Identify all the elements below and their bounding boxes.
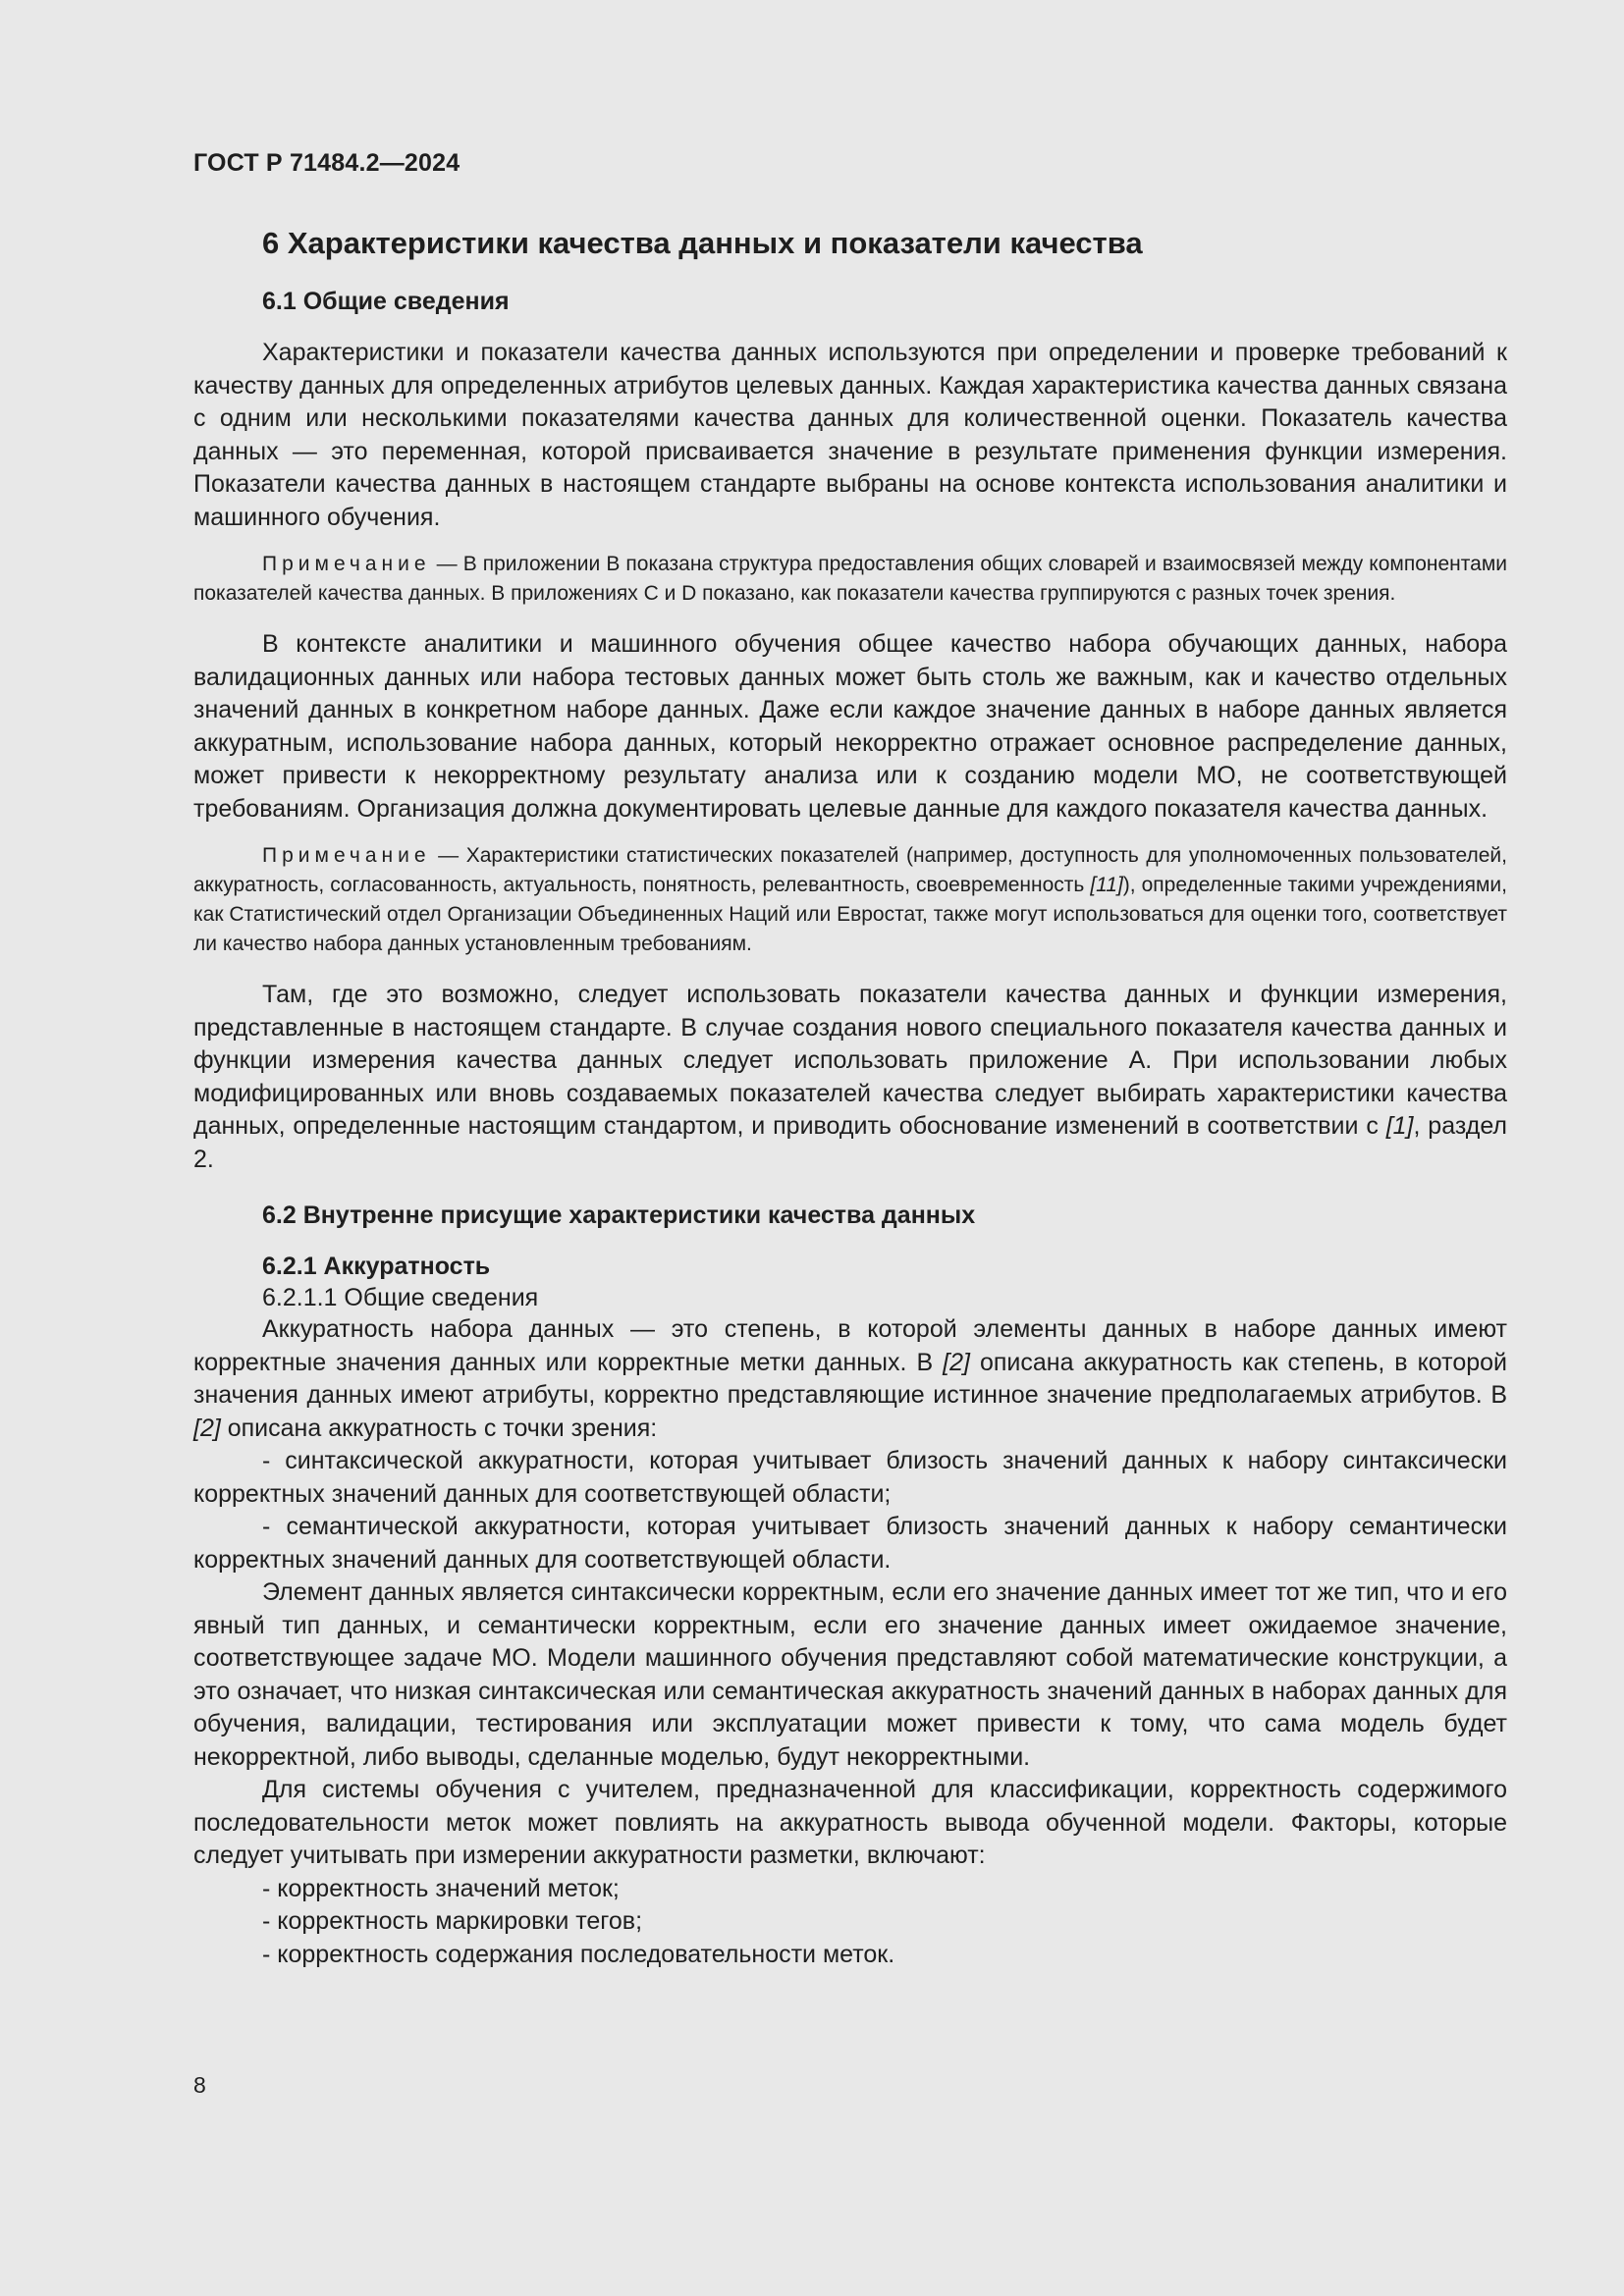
note-2-text-b: ), определенные такими учреждениями, как Статистический отдел Организации Объединенных Наций или Евростат, также могут использоваться для оценки того, соответствует ли качество набора данных установленным требованиям.: [193, 874, 1507, 955]
page-number: 8: [193, 2072, 206, 2098]
list-item: - семантической аккуратности, которая учитывает близость значений данных к набору семантически корректных значений данных для соответствующей области.: [193, 1513, 1507, 1574]
note-2: [193, 841, 1507, 959]
paragraph-6-1-3: [193, 979, 1507, 1176]
paragraph-6-2-2: Элемент данных является синтаксически корректным, если его значение данных имеет тот же тип, что и его явный тип данных, и семантически корректным, если его значение данных имеет ожидаемое значение, соответствующее задаче МО. Модели машинного обучения представляют собой математические конструкции, а это означает, что низкая синтаксическая или семантическая аккуратность значений данных в наборах данных для обучения, валидации, тестирования или эксплуатации может привести к тому, что сама модель будет некорректной, либо выводы, сделанные моделью, будут некорректными.: [193, 1578, 1507, 1771]
document-code-header: ГОСТ Р 71484.2—2024: [193, 149, 460, 177]
section-6-2-1-title: 6.2.1 Аккуратность: [262, 1253, 491, 1280]
paragraph-6-2-1-text-c: описана аккуратность с точки зрения:: [220, 1414, 658, 1442]
list-item: - корректность содержания последовательности меток.: [262, 1940, 895, 1968]
note-1: [193, 550, 1507, 609]
list-item: - синтаксической аккуратности, которая учитывает близость значений данных к набору синтаксически корректных значений данных для соответствующей области;: [193, 1447, 1507, 1508]
list-item: - корректность значений меток;: [262, 1874, 620, 1902]
paragraph-6-2-1: [193, 1313, 1507, 1445]
paragraph-6-1-2: В контексте аналитики и машинного обучения общее качество набора обучающих данных, набора валидационных данных или набора тестовых данных может быть столь же важным, как и качество отдельных значений данных в конкретном наборе данных. Даже если каждое значение данных в наборе данных является аккуратным, использование набора данных, который некорректно отражает основное распределение данных, может привести к некорректному результату анализа или к созданию модели МО, не соответствующей требованиям. Организация должна документировать целевые данные для каждого показателя качества данных.: [193, 630, 1507, 823]
paragraph-6-2-3: Для системы обучения с учителем, предназначенной для классификации, корректность содержимого последовательности меток может повлиять на аккуратность вывода обученной модели. Факторы, которые следует учитывать при измерении аккуратности разметки, включают:: [193, 1776, 1507, 1869]
reference-11: [11]: [1090, 874, 1123, 896]
note-1-label: Примечание: [262, 553, 431, 575]
paragraph-6-1-3-text-b: , раздел 2.: [193, 1112, 1507, 1173]
paragraph-6-2-1-text-b: описана аккуратность как степень, в которой значения данных имеют атрибуты, корректно представляющие истинное значение предполагаемых атрибутов. В: [193, 1348, 1508, 1409]
list-item: - корректность маркировки тегов;: [262, 1907, 643, 1935]
section-6-2-title: 6.2 Внутренне присущие характеристики качества данных: [262, 1201, 976, 1229]
reference-1: [1]: [1385, 1112, 1414, 1140]
section-6-1-title: 6.1 Общие сведения: [262, 288, 510, 315]
note-2-label: Примечание: [262, 844, 431, 867]
note-1-text: — В приложении B показана структура предоставления общих словарей и взаимосвязей между компонентами показателей качества данных. В приложениях C и D показано, как показатели качества группируются с разных точек зрения.: [193, 553, 1507, 605]
section-6-2-1-1-title: 6.2.1.1 Общие сведения: [262, 1284, 539, 1311]
section-6-title: 6 Характеристики качества данных и показатели качества: [262, 226, 1143, 260]
reference-2-first: [2]: [943, 1348, 970, 1376]
paragraph-6-2-1-text-a: Аккуратность набора данных — это степень, в которой элементы данных в наборе данных имеют корректные значения данных или корректные метки данных. В: [193, 1315, 1507, 1376]
paragraph-6-1-1: Характеристики и показатели качества данных используются при определении и проверке требований к качеству данных для определенных атрибутов целевых данных. Каждая характеристика качества данных связана с одним или несколькими показателями качества данных для количественной оценки. Показатель качества данных — это переменная, которой присваивается значение в результате применения функции измерения. Показатели качества данных в настоящем стандарте выбраны на основе контекста использования аналитики и машинного обучения.: [193, 339, 1507, 531]
note-2-text-a: — Характеристики статистических показателей (например, доступность для уполномоченных пользователей, аккуратность, согласованность, актуальность, понятность, релевантность, своевременность: [193, 844, 1507, 896]
page-content: [193, 224, 1507, 1971]
reference-2-second: [2]: [193, 1414, 221, 1442]
paragraph-6-1-3-text-a: Там, где это возможно, следует использовать показатели качества данных и функции измерения, представленные в настоящем стандарте. В случае создания нового специального показателя качества данных и функции измерения качества данных следует использовать приложение А. При использовании любых модифицированных или вновь создаваемых показателей качества следует выбирать характеристики качества данных, определенные настоящим стандартом, и приводить обоснование изменений в соответствии с: [193, 981, 1507, 1140]
